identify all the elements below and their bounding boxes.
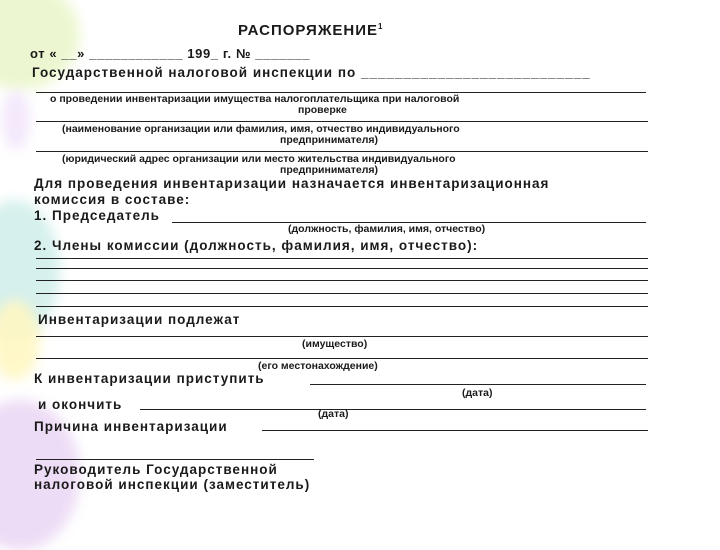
member-line-2 [36,268,648,269]
blank-line [36,121,648,122]
start-label: К инвентаризации приступить [34,371,265,386]
chairman-hint: (должность, фамилия, имя, отчество) [288,223,486,235]
property-blank [36,336,648,337]
property-hint: (имущество) [302,338,368,350]
commission-text-cont: комиссия в составе: [34,192,191,207]
member-line-1 [36,258,648,259]
document-title: РАСПОРЯЖЕНИЕ$^1$ [238,22,384,39]
commission-text: Для проведения инвентаризации назначается инвентаризационная [34,176,550,191]
finish-label: и окончить [38,397,123,412]
footnote-mark: 1 [378,22,384,31]
finish-date-blank [140,409,646,410]
head-title: Руководитель Государственной [34,462,278,477]
start-date-hint: (дата) [462,387,493,399]
location-hint: (его местонахождение) [258,360,378,372]
purpose-text-cont: проверке [298,104,347,116]
member-line-5 [36,306,648,307]
purpose-text: о проведении инвентаризации имущества налогоплательщика при налоговой [50,93,460,105]
date-number-line: от « __» ____________ 199_ г. № _______ [30,46,311,61]
member-line-4 [36,293,648,294]
finish-date-hint: (дата) [318,408,349,420]
inspection-line: Государственной налоговой инспекции по ___________________________ [32,65,591,80]
blank-line [36,151,648,152]
org-name-hint-cont: предпринимателя) [280,134,379,146]
org-name-hint: (наименование организации или фамилия, имя, отчество индивидуального [62,123,460,135]
signature-blank [36,459,314,460]
chairman-label: 1. Председатель [34,208,160,223]
member-line-3 [36,280,648,281]
start-date-blank [310,384,646,385]
members-label: 2. Члены комиссии (должность, фамилия, имя, отчество): [34,238,479,253]
address-hint-cont: предпринимателя) [280,164,379,176]
address-hint: (юридический адрес организации или место жительства индивидуального [62,153,456,165]
reason-blank [262,430,648,431]
location-blank [36,358,648,359]
subject-label: Инвентаризации подлежат [38,312,241,327]
head-title-cont: налоговой инспекции (заместитель) [34,477,311,492]
reason-label: Причина инвентаризации [34,419,228,434]
